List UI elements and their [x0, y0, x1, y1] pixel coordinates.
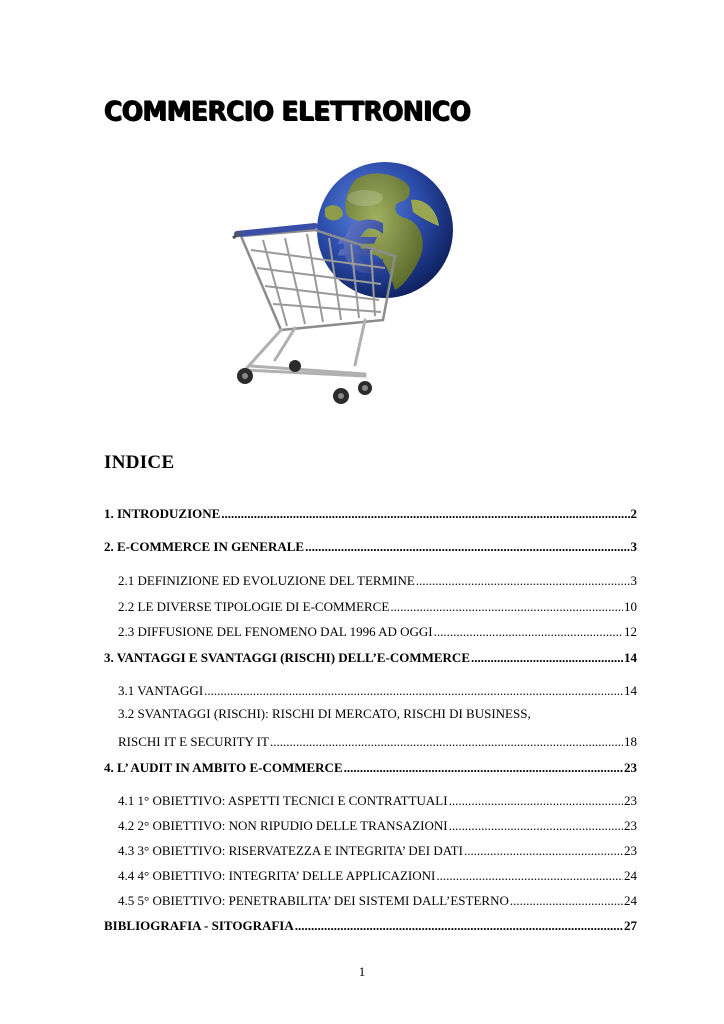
- toc-entry[interactable]: [118, 841, 637, 859]
- toc-entry-label: 1. INTRODUZIONE: [104, 506, 221, 521]
- toc-leader-dots: [434, 624, 623, 640]
- toc-entry-label: 4.4 4° OBIETTIVO: INTEGRITA’ DELLE APPLICAZIONI: [118, 868, 436, 883]
- toc-entry-label: 2.3 DIFFUSIONE DEL FENOMENO DAL 1996 AD OGGI: [118, 624, 433, 639]
- toc-entry[interactable]: [118, 681, 637, 699]
- toc-entry-page: 2: [630, 506, 637, 521]
- toc-entry-page: 23: [624, 818, 637, 833]
- toc-leader-dots: [436, 868, 623, 884]
- toc-entry[interactable]: [104, 758, 637, 776]
- toc-entry-page: 23: [624, 793, 637, 808]
- toc-entry-page: 10: [624, 599, 637, 614]
- toc-entry[interactable]: [118, 791, 637, 809]
- toc-entry-label: BIBLIOGRAFIA - SITOGRAFIA: [104, 918, 294, 933]
- toc-entry-label: 3.1 VANTAGGI: [118, 683, 204, 698]
- toc-entry-label: 4.1 1° OBIETTIVO: ASPETTI TECNICI E CONTRATTUALI: [118, 793, 448, 808]
- toc-entry-page: 12: [624, 624, 637, 639]
- document-title: COMMERCIO ELETTRONICO: [104, 96, 471, 127]
- toc-entry-label: 2.2 LE DIVERSE TIPOLOGIE DI E-COMMERCE: [118, 599, 390, 614]
- toc-leader-dots: [221, 506, 629, 522]
- toc-entry-page: 3: [630, 573, 637, 588]
- toc-entry-page: 18: [624, 734, 637, 749]
- toc-leader-dots: [204, 683, 623, 699]
- toc-leader-dots: [270, 734, 623, 750]
- toc-leader-dots: [510, 893, 623, 909]
- toc-entry[interactable]: [118, 891, 637, 909]
- index-heading: INDICE: [104, 452, 175, 473]
- toc-entry-label: 4.2 2° OBIETTIVO: NON RIPUDIO DELLE TRANSAZIONI: [118, 818, 448, 833]
- toc-leader-dots: [416, 573, 630, 589]
- toc-entry[interactable]: [118, 706, 637, 724]
- toc-entry-label: RISCHI IT E SECURITY IT: [118, 734, 269, 749]
- toc-leader-dots: [449, 818, 623, 834]
- toc-entry[interactable]: [104, 537, 637, 555]
- toc-entry[interactable]: [118, 732, 637, 750]
- toc-leader-dots: [390, 599, 623, 615]
- toc-leader-dots: [295, 918, 623, 934]
- euro-symbol: €: [339, 207, 388, 289]
- toc-entry-label: 3.2 SVANTAGGI (RISCHI): RISCHI DI MERCATO, RISCHI DI BUSINESS,: [118, 706, 531, 721]
- toc-entry[interactable]: [104, 504, 637, 522]
- toc-entry[interactable]: [118, 816, 637, 834]
- toc-entry-label: 4. L’ AUDIT IN AMBITO E-COMMERCE: [104, 760, 343, 775]
- toc-entry-label: 3. VANTAGGI E SVANTAGGI (RISCHI) DELL’E-COMMERCE: [104, 650, 470, 665]
- toc-entry-page: 14: [624, 683, 637, 698]
- toc-entry-page: 24: [624, 893, 637, 908]
- toc-entry-page: 24: [624, 868, 637, 883]
- toc-entry-label: 4.3 3° OBIETTIVO: RISERVATEZZA E INTEGRITA’ DEI DATI: [118, 843, 463, 858]
- toc-entry-page: 27: [624, 918, 637, 933]
- page-number: 1: [358, 964, 366, 979]
- toc-entry[interactable]: [118, 866, 637, 884]
- toc-leader-dots: [305, 539, 629, 555]
- shopping-cart-globe-icon: [215, 160, 460, 410]
- toc-entry-page: 23: [624, 843, 637, 858]
- toc-leader-dots: [464, 843, 623, 859]
- toc-entry-page: 14: [624, 650, 637, 665]
- toc-entry-page: 23: [624, 760, 637, 775]
- toc-leader-dots: [344, 760, 623, 776]
- toc-entry-page: 3: [630, 539, 637, 554]
- toc-entry[interactable]: [118, 622, 637, 640]
- toc-entry-label: 2. E-COMMERCE IN GENERALE: [104, 539, 305, 554]
- toc-leader-dots: [471, 650, 623, 666]
- toc-entry[interactable]: [104, 916, 637, 934]
- toc-entry-label: 2.1 DEFINIZIONE ED EVOLUZIONE DEL TERMINE: [118, 573, 415, 588]
- toc-leader-dots: [449, 793, 623, 809]
- toc-entry[interactable]: [104, 648, 637, 666]
- toc-entry[interactable]: [118, 571, 637, 589]
- toc-entry-label: 4.5 5° OBIETTIVO: PENETRABILITA’ DEI SISTEMI DALL’ESTERNO: [118, 893, 509, 908]
- toc-entry[interactable]: [118, 597, 637, 615]
